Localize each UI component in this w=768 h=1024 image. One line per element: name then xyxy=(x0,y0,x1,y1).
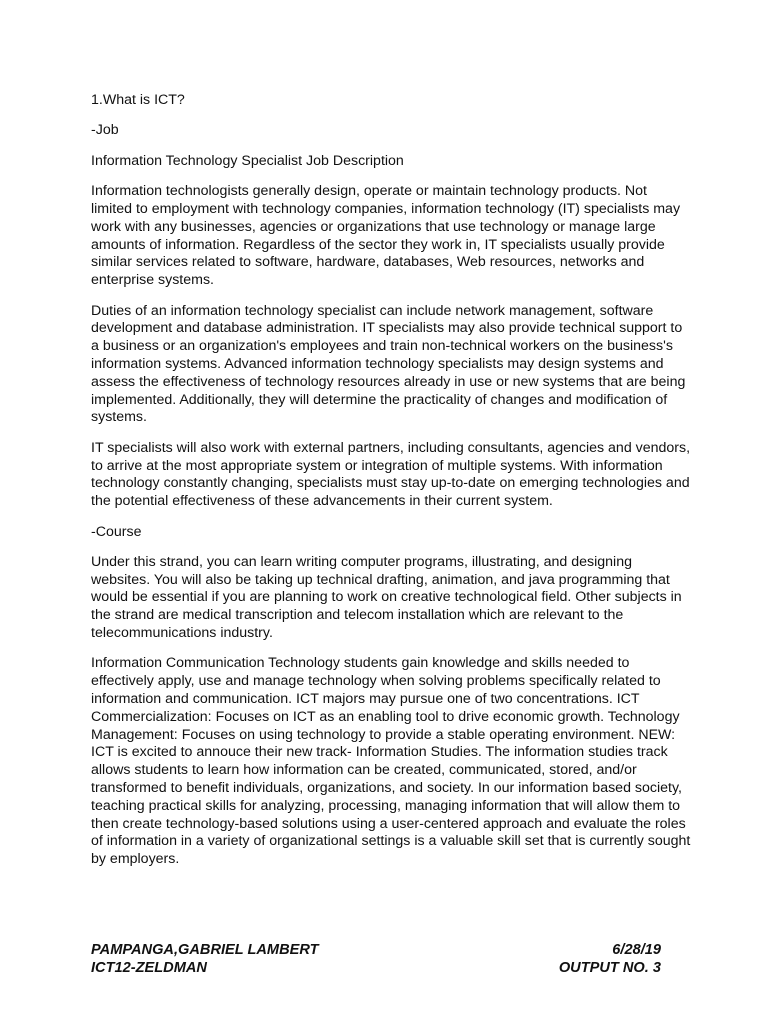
class-section: ICT12-ZELDMAN xyxy=(91,960,207,976)
job-paragraph: Duties of an information technology specialist can include network management, software development and database administration. IT specialists may also provide technical support to a business or an organization's employees and train non-technical workers on the business's information systems. Advanced information technology specialists may design systems and assess the effectiveness of technology resources already in use or new systems that are being implemented. Additionally, they will determine the practicality of changes and modification of systems. xyxy=(91,302,686,426)
document-date: 6/28/19 xyxy=(612,942,661,958)
question-heading: 1.What is ICT? xyxy=(91,92,185,108)
job-paragraph: IT specialists will also work with external partners, including consultants, agencies and vendors, to arrive at the most appropriate system or integration of multiple systems. With information technology constantly changing, specialists must stay up-to-date on emerging technologies and the potential effectiveness of these advancements in their current system. xyxy=(91,439,691,510)
footer-row xyxy=(91,959,661,977)
course-paragraph: Under this strand, you can learn writing computer programs, illustrating, and designing websites. You will also be taking up technical drafting, animation, and java programming that would be essential if you are planning to work on creative technological field. Other subjects in the strand are medical transcription and telecom installation which are relevant to the telecommunications industry. xyxy=(91,553,682,642)
footer-row xyxy=(91,941,661,959)
output-number: OUTPUT NO. 3 xyxy=(558,960,661,976)
job-title: Information Technology Specialist Job Description xyxy=(91,152,404,169)
author-name: PAMPANGA,GABRIEL LAMBERT xyxy=(91,942,319,958)
course-label: -Course xyxy=(91,523,142,540)
page-footer xyxy=(91,941,661,977)
course-paragraph: Information Communication Technology students gain knowledge and skills needed to effectively apply, use and manage technology when solving problems specifically related to information and communication. ICT majors may pursue one of two concentrations. ICT Commercialization: Focuses on ICT as an enabling tool to drive economic growth. Technology Management: Focuses on using technology to provide a stable operating environment. NEW: ICT is excited to annouce their new track- Information Studies. The information studies track allows students to learn how information can be created, communicated, stored, and/or transformed to benefit individuals, organizations, and society. In our information based society, teaching practical skills for analyzing, processing, managing information that will allow them to then create technology-based solutions using a user-centered approach and evaluate the roles of information in a variety of organizational settings is a valuable skill set that is currently sought by employers. xyxy=(91,655,691,868)
document-body xyxy=(91,92,691,882)
job-paragraph: Information technologists generally design, operate or maintain technology products. Not limited to employment with technology companies, information technology (IT) specialists may work with any businesses, agencies or organizations that use technology or manage large amounts of information. Regardless of the sector they work in, IT specialists usually provide similar services related to software, hardware, databases, Web resources, networks and enterprise systems. xyxy=(91,183,681,289)
job-label: -Job xyxy=(91,122,119,139)
